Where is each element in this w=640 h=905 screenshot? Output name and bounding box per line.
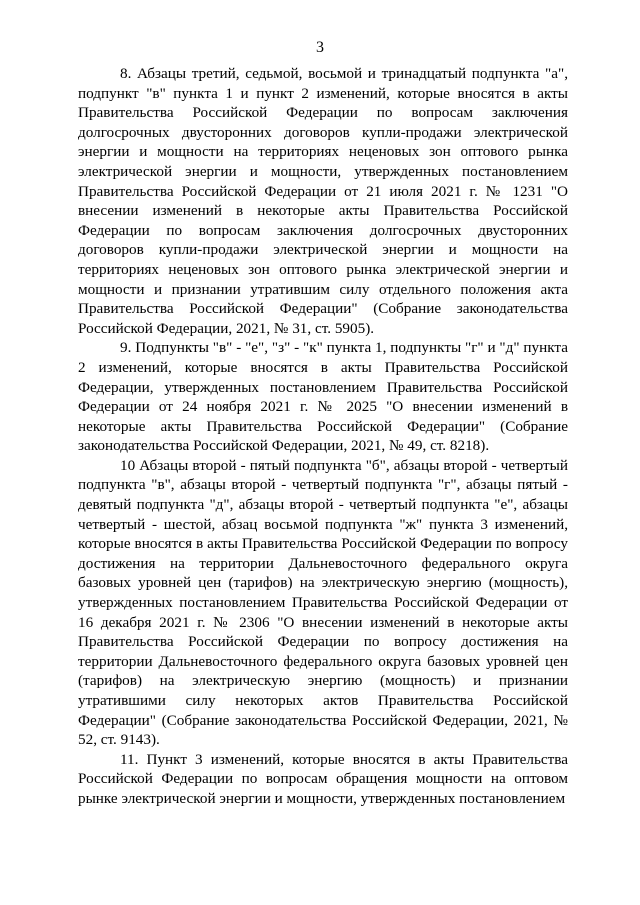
paragraph-10: 10 Абзацы второй - пятый подпункта "б", абзацы второй - четвертый подпункта "в", абзацы второй - четвертый подпункта "г", абзацы пятый - девятый подпункта "д", абзацы второй - четвертый подпункта "е", абзацы четвертый - шестой, абзац восьмой подпункта "ж" пункта 3 изменений, которые вносятся в акты Правительства Российской Федерации по вопросу достижения на территории Дальневосточного федерального округа базовых уровней цен (тарифов) на электрическую энергию (мощность), утвержденных постановлением Правительства Российской Федерации от 16 декабря 2021 г. № 2306 "О внесении изменений в некоторые акты Правительства Российской Федерации по вопросу достижения на территории Дальневосточного федерального округа базовых уровней цен (тарифов) на электрическую энергию (мощность) и признании утратившими силу некоторых актов Правительства Российской Федерации" (Собрание законодательства Российской Федерации, 2021, № 52, ст. 9143).: [78, 456, 568, 749]
paragraph-9: 9. Подпункты "в" - "е", "з" - "к" пункта 1, подпункты "г" и "д" пункта 2 изменений, которые вносятся в акты Правительства Российской Федерации, утвержденных постановлением Правительства Российской Федерации от 24 ноября 2021 г. № 2025 "О внесении изменений в некоторые акты Правительства Российской Федерации" (Собрание законодательства Российской Федерации, 2021, № 49, ст. 8218).: [78, 339, 568, 455]
paragraph-11: 11. Пункт 3 изменений, которые вносятся в акты Правительства Российской Федерации по вопросам обращения мощности на оптовом рынке электрической энергии и мощности, утвержденных постановлением: [78, 750, 568, 807]
page-number: 3: [316, 39, 324, 56]
paragraph-8: 8. Абзацы третий, седьмой, восьмой и тринадцатый подпункта "а", подпункт "в" пункта 1 и пункт 2 изменений, которые вносятся в акты Правительства Российской Федерации по вопросам заключения долгосрочных двусторонних договоров купли-продажи электрической энергии и мощности на территориях неценовых зон оптового рынка электрической энергии и мощности, утвержденных постановлением Правительства Российской Федерации от 21 июля 2021 г. № 1231 "О внесении изменений в некоторые акты Правительства Российской Федерации по вопросам заключения долгосрочных двусторонних договоров купли-продажи электрической энергии и мощности на территориях неценовых зон оптового рынка электрической энергии и мощности и признании утратившим силу отдельного положения акта Правительства Российской Федерации" (Собрание законодательства Российской Федерации, 2021, № 31, ст. 5905).: [78, 65, 568, 337]
document-body: [78, 64, 568, 809]
